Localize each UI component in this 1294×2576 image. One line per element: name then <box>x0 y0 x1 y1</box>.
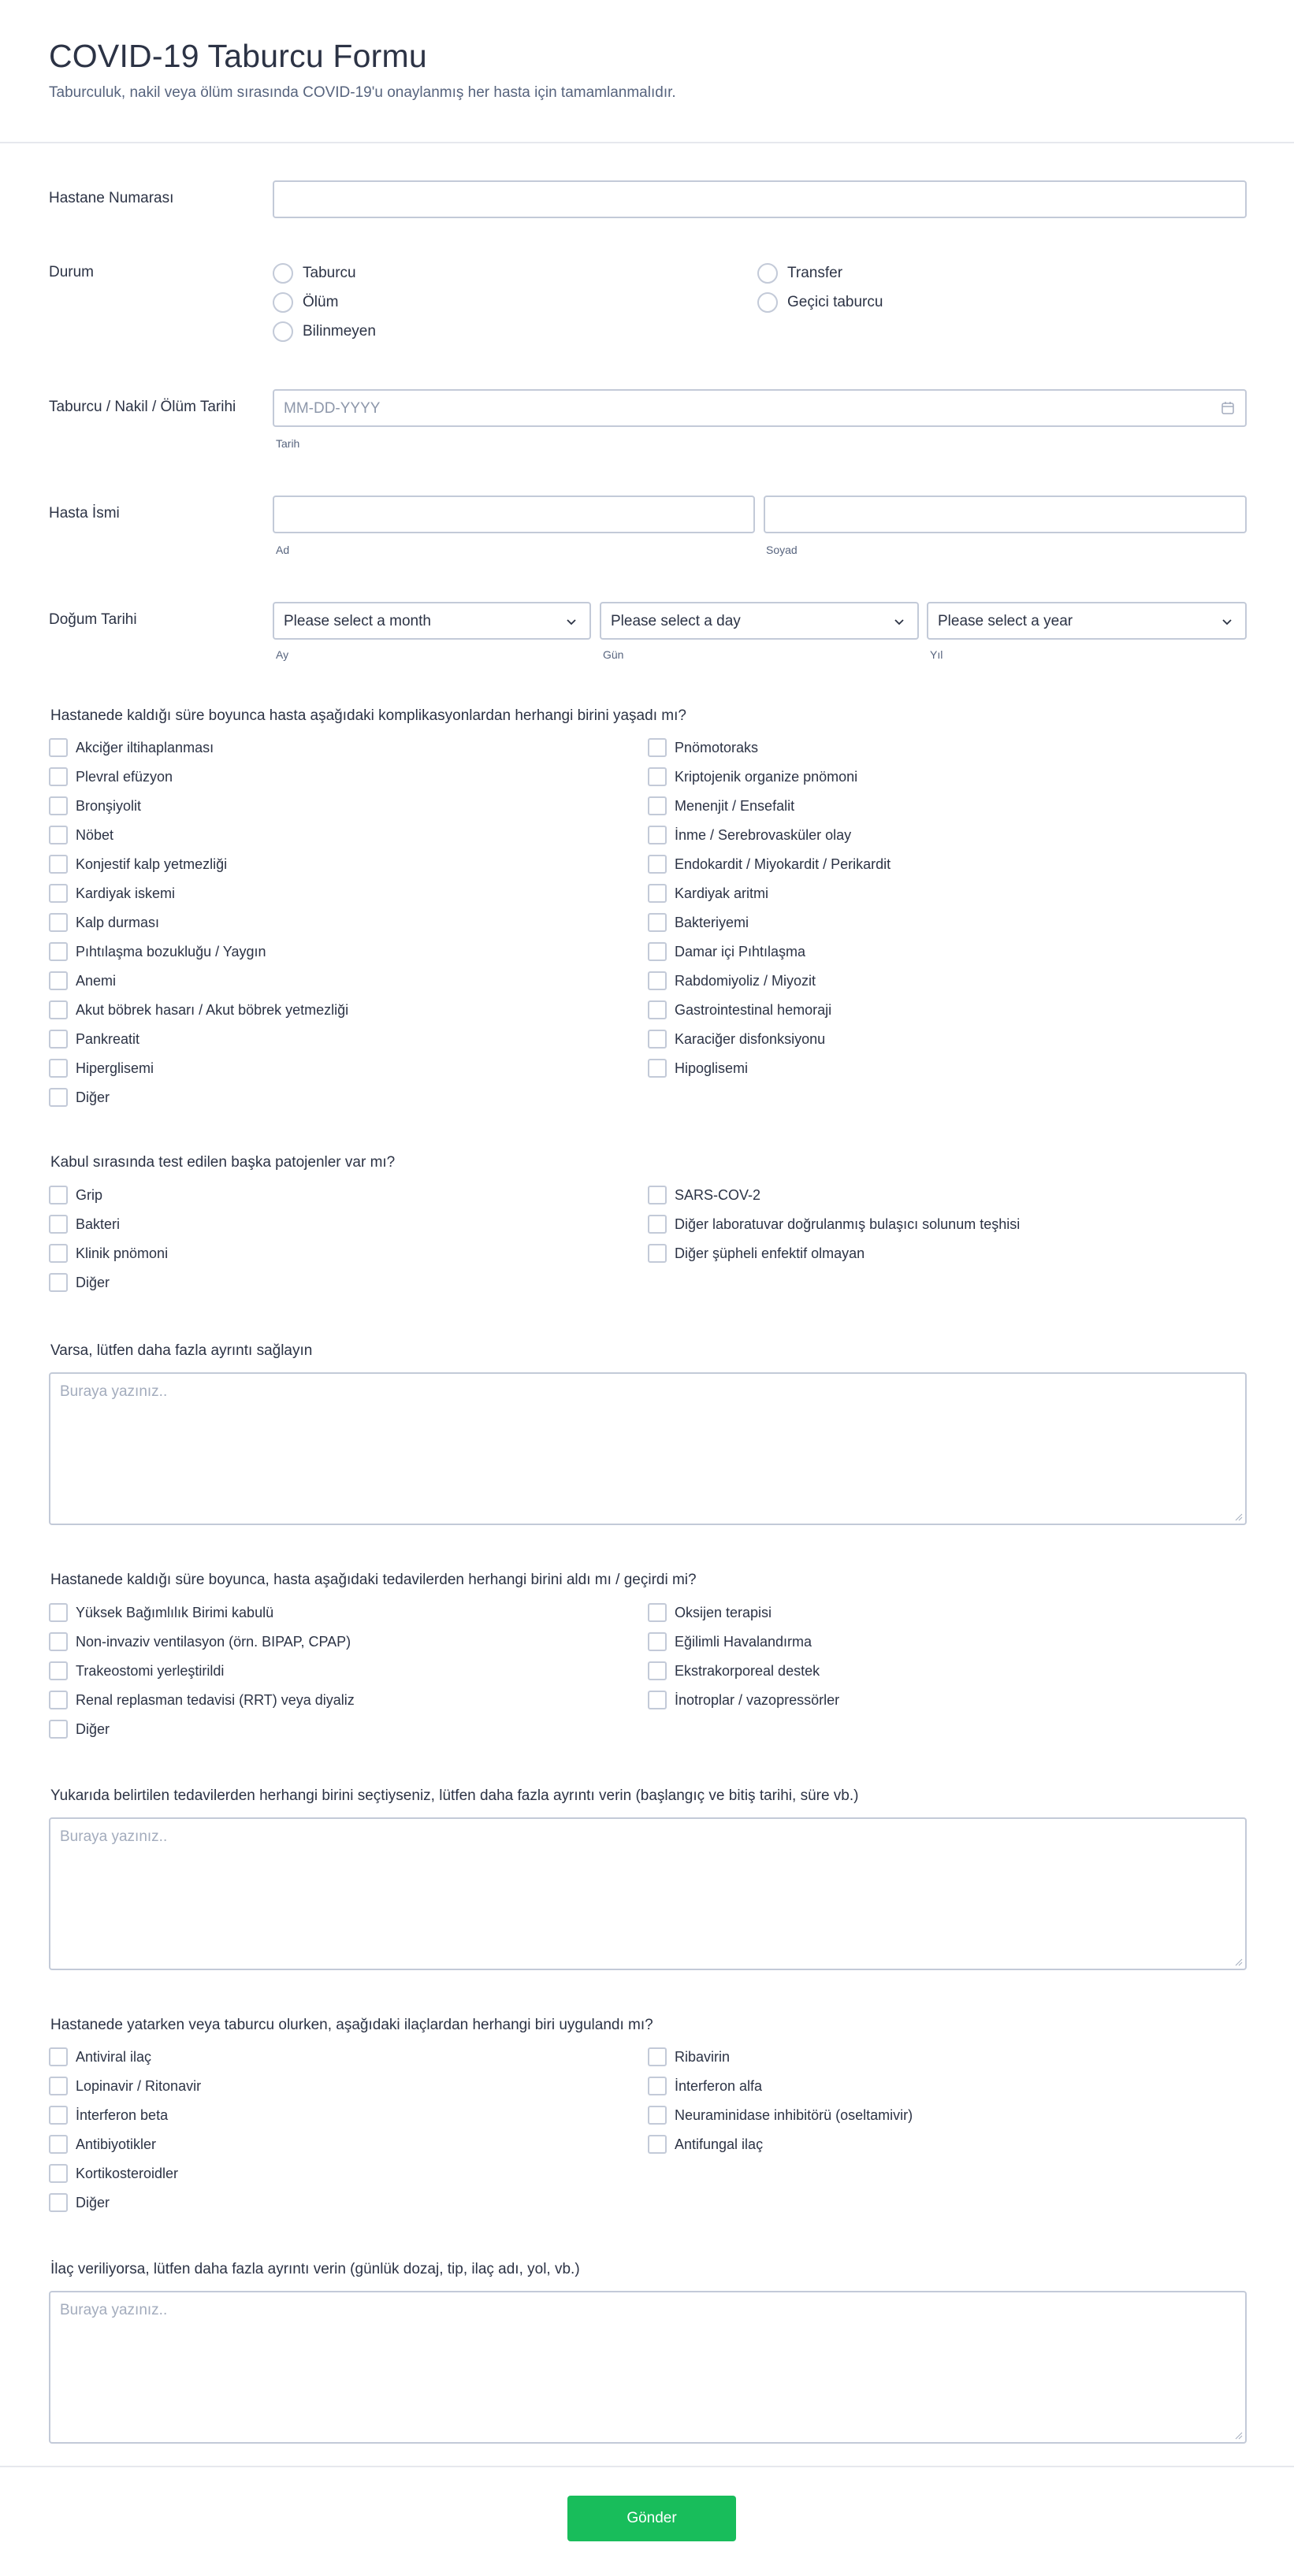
checkbox[interactable] <box>49 971 68 990</box>
date-placeholder: MM-DD-YYYY <box>284 400 381 417</box>
complications-option[interactable] <box>648 825 851 845</box>
checkbox-label: Neuraminidase inhibitörü (oseltamivir) <box>675 2106 913 2123</box>
complications-option[interactable] <box>49 1058 154 1078</box>
radio-label: Ölüm <box>303 294 339 310</box>
checkbox-label: Kardiyak iskemi <box>76 885 176 901</box>
checkbox-label: Kalp durması <box>76 914 160 930</box>
checkbox-label: Hiperglisemi <box>76 1060 154 1076</box>
checkbox[interactable] <box>49 1720 68 1739</box>
medications-option[interactable] <box>648 2105 913 2125</box>
checkbox-label: Lopinavir / Ritonavir <box>76 2077 202 2094</box>
form-header <box>0 0 1294 143</box>
checkbox-label: Klinik pnömoni <box>76 1245 169 1261</box>
checkbox[interactable] <box>648 971 667 990</box>
checkbox[interactable] <box>648 942 667 961</box>
complications-option[interactable] <box>648 1000 831 1020</box>
treatments-option[interactable] <box>49 1719 110 1739</box>
checkbox[interactable] <box>49 826 68 844</box>
complications-option[interactable] <box>49 1087 110 1108</box>
radio-button[interactable] <box>273 263 293 284</box>
checkbox[interactable] <box>49 2193 68 2212</box>
checkbox-label: Eğilimli Havalandırma <box>675 1633 812 1650</box>
checkbox-label: Yüksek Bağımlılık Birimi kabulü <box>76 1604 274 1620</box>
complications-option[interactable] <box>648 912 749 933</box>
checkbox-label: Diğer laboratuvar doğrulanmış bulaşıcı solunum teşhisi <box>675 1216 1021 1232</box>
checkbox[interactable] <box>49 855 68 874</box>
checkbox-label: Hipoglisemi <box>675 1060 749 1076</box>
medications-option[interactable] <box>648 2047 730 2067</box>
checkbox-label: Diğer şüpheli enfektif olmayan <box>675 1245 865 1261</box>
textarea-placeholder: Buraya yazınız.. <box>60 1383 168 1400</box>
checkbox-label: Bakteri <box>76 1216 121 1232</box>
checkbox[interactable] <box>648 884 667 903</box>
checkbox-label: Diğer <box>76 1720 110 1737</box>
checkbox[interactable] <box>49 913 68 932</box>
checkbox[interactable] <box>49 796 68 815</box>
submit-button[interactable]: Gönder <box>567 2496 736 2541</box>
complications-option[interactable] <box>49 854 227 874</box>
radio-button[interactable] <box>273 321 293 342</box>
radio-label: Taburcu <box>303 265 356 281</box>
status-option-discharge[interactable] <box>273 262 356 284</box>
checkbox[interactable] <box>49 884 68 903</box>
complications-option[interactable] <box>49 796 141 816</box>
checkbox[interactable] <box>49 1273 68 1292</box>
select-value: Please select a day <box>611 613 741 629</box>
checkbox[interactable] <box>648 1661 667 1680</box>
checkbox[interactable] <box>49 1000 68 1019</box>
checkbox-label: Pnömotoraks <box>675 739 759 755</box>
status-option-unknown[interactable] <box>273 321 376 343</box>
patient-name-label: Hasta İsmi <box>49 505 120 522</box>
checkbox-label: Anemi <box>76 972 117 989</box>
checkbox-label: Diğer <box>76 2194 110 2210</box>
checkbox-label: İnotroplar / vazopressörler <box>675 1691 840 1708</box>
treatments-option[interactable] <box>49 1690 355 1710</box>
checkbox-label: Diğer <box>76 1274 110 1290</box>
checkbox[interactable] <box>49 738 68 757</box>
checkbox[interactable] <box>49 942 68 961</box>
complications-option[interactable] <box>49 971 116 991</box>
checkbox-label: Ekstrakorporeal destek <box>675 1662 820 1679</box>
checkbox-label: Ribavirin <box>675 2048 731 2065</box>
treatments-option[interactable] <box>648 1631 812 1652</box>
medications-option[interactable] <box>49 2047 151 2067</box>
checkbox[interactable] <box>648 1603 667 1622</box>
checkbox-label: İnterferon alfa <box>675 2077 763 2094</box>
checkbox-label: İnterferon beta <box>76 2106 169 2123</box>
radio-button[interactable] <box>273 292 293 313</box>
complications-option[interactable] <box>648 1058 748 1078</box>
treatments-option[interactable] <box>49 1602 273 1623</box>
select-value: Please select a month <box>284 613 431 629</box>
checkbox-label: Non-invaziv ventilasyon (örn. BIPAP, CPAP) <box>76 1633 351 1650</box>
checkbox-label: Akut böbrek hasarı / Akut böbrek yetmezliği <box>76 1001 349 1018</box>
checkbox-label: Kriptojenik organize pnömoni <box>675 768 858 785</box>
form-subtitle: Taburculuk, nakil veya ölüm sırasında COVID-19'u onaylanmış her hasta için tamamlanmalıdır. <box>49 84 676 101</box>
footer-divider <box>0 2466 1294 2467</box>
last-name-input[interactable] <box>764 496 1247 533</box>
checkbox[interactable] <box>49 2106 68 2125</box>
radio-button[interactable] <box>757 263 778 284</box>
details-label: Varsa, lütfen daha fazla ayrıntı sağlayın <box>50 1342 313 1359</box>
checkbox-label: Pıhtılaşma bozukluğu / Yaygın <box>76 943 266 960</box>
radio-label: Geçici taburcu <box>787 294 883 310</box>
treatments-option[interactable] <box>648 1602 772 1623</box>
medications-option[interactable] <box>648 2076 762 2096</box>
checkbox[interactable] <box>49 1186 68 1204</box>
checkbox[interactable] <box>49 1244 68 1263</box>
checkbox-label: Trakeostomi yerleştirildi <box>76 1662 225 1679</box>
event-date-sublabel: Tarih <box>276 437 300 450</box>
pathogens-option[interactable] <box>648 1243 865 1264</box>
birth-day-sublabel: Gün <box>603 648 624 661</box>
event-date-label: Taburcu / Nakil / Ölüm Tarihi <box>49 399 236 415</box>
birth-date-label: Doğum Tarihi <box>49 611 137 628</box>
checkbox[interactable] <box>648 2077 667 2095</box>
checkbox[interactable] <box>648 767 667 786</box>
last-name-sublabel: Soyad <box>766 544 798 556</box>
checkbox[interactable] <box>648 2047 667 2066</box>
checkbox[interactable] <box>49 1059 68 1078</box>
treatments-option[interactable] <box>648 1690 839 1710</box>
checkbox[interactable] <box>49 1691 68 1709</box>
checkbox-label: Rabdomiyoliz / Miyozit <box>675 972 816 989</box>
first-name-input[interactable] <box>273 496 755 533</box>
checkbox[interactable] <box>49 1661 68 1680</box>
treatment-details-label: Yukarıda belirtilen tedavilerden herhangi birini seçtiyseniz, lütfen daha fazla ayrıntı verin (başlangıç ve bitiş tarihi, süre vb.) <box>50 1787 859 1804</box>
checkbox-label: SARS-COV-2 <box>675 1186 761 1203</box>
checkbox-label: Damar içi Pıhtılaşma <box>675 943 806 960</box>
checkbox-label: Grip <box>76 1186 103 1203</box>
treatments-option[interactable] <box>648 1661 820 1681</box>
checkbox[interactable] <box>648 1059 667 1078</box>
complications-question: Hastanede kaldığı süre boyunca hasta aşağıdaki komplikasyonlardan herhangi birini yaşadı mı? <box>50 707 686 724</box>
checkbox[interactable] <box>49 1215 68 1234</box>
checkbox[interactable] <box>49 2135 68 2154</box>
radio-label: Bilinmeyen <box>303 323 376 340</box>
birth-year-sublabel: Yıl <box>930 648 943 661</box>
complications-option[interactable] <box>49 825 113 845</box>
resize-grip-icon[interactable] <box>1233 1512 1243 1521</box>
treatments-option[interactable] <box>49 1661 224 1681</box>
checkbox-label: Renal replasman tedavisi (RRT) veya diyaliz <box>76 1691 355 1708</box>
treatment-details-textarea[interactable] <box>49 1817 1247 1970</box>
checkbox[interactable] <box>648 1000 667 1019</box>
textarea-placeholder: Buraya yazınız.. <box>60 1828 168 1845</box>
medications-option[interactable] <box>49 2105 168 2125</box>
resize-grip-icon[interactable] <box>1233 1957 1243 1966</box>
medications-option[interactable] <box>648 2134 763 2155</box>
details-textarea[interactable] <box>49 1372 1247 1525</box>
calendar-icon[interactable] <box>1220 400 1236 416</box>
complications-option[interactable] <box>49 766 173 787</box>
pathogens-option[interactable] <box>49 1272 110 1293</box>
checkbox[interactable] <box>648 913 667 932</box>
checkbox[interactable] <box>648 855 667 874</box>
checkbox[interactable] <box>648 1244 667 1263</box>
hospital-number-label: Hastane Numarası <box>49 190 174 206</box>
complications-option[interactable] <box>648 883 768 904</box>
checkbox[interactable] <box>648 2135 667 2154</box>
complications-option[interactable] <box>648 854 891 874</box>
pathogens-option[interactable] <box>49 1214 120 1234</box>
first-name-sublabel: Ad <box>276 544 290 556</box>
checkbox-label: Menenjit / Ensefalit <box>675 797 795 814</box>
chevron-down-icon <box>1220 614 1234 629</box>
birth-day-select[interactable] <box>600 602 919 640</box>
checkbox-label: Antifungal ilaç <box>675 2136 764 2152</box>
checkbox-label: Bronşiyolit <box>76 797 142 814</box>
hospital-number-input[interactable] <box>273 180 1247 218</box>
textarea-placeholder: Buraya yazınız.. <box>60 2302 168 2318</box>
checkbox-label: Antiviral ilaç <box>76 2048 152 2065</box>
checkbox[interactable] <box>648 1215 667 1234</box>
resize-grip-icon[interactable] <box>1233 2430 1243 2440</box>
complications-option[interactable] <box>648 796 794 816</box>
checkbox-label: Konjestif kalp yetmezliği <box>76 856 228 872</box>
status-option-transfer[interactable] <box>757 262 842 284</box>
checkbox-label: Akciğer iltihaplanması <box>76 739 214 755</box>
checkbox-label: İnme / Serebrovasküler olay <box>675 826 852 843</box>
checkbox[interactable] <box>49 767 68 786</box>
checkbox[interactable] <box>49 1030 68 1049</box>
chevron-down-icon <box>892 614 906 629</box>
checkbox-label: Oksijen terapisi <box>675 1604 772 1620</box>
checkbox[interactable] <box>648 2106 667 2125</box>
checkbox-label: Endokardit / Miyokardit / Perikardit <box>675 856 891 872</box>
medications-question: Hastanede yatarken veya taburcu olurken, aşağıdaki ilaçlardan herhangi biri uygulandı mı? <box>50 2017 653 2033</box>
pathogens-question: Kabul sırasında test edilen başka patojenler var mı? <box>50 1154 396 1171</box>
pathogens-option[interactable] <box>648 1185 760 1205</box>
checkbox[interactable] <box>648 1632 667 1651</box>
complications-option[interactable] <box>648 971 816 991</box>
medication-details-textarea[interactable] <box>49 2291 1247 2444</box>
checkbox[interactable] <box>49 2164 68 2183</box>
checkbox[interactable] <box>49 1632 68 1651</box>
complications-option[interactable] <box>49 941 266 962</box>
chevron-down-icon <box>564 614 578 629</box>
pathogens-option[interactable] <box>648 1214 1020 1234</box>
select-value: Please select a year <box>938 613 1073 629</box>
radio-label: Transfer <box>787 265 843 281</box>
checkbox[interactable] <box>648 1691 667 1709</box>
checkbox-label: Kortikosteroidler <box>76 2165 179 2181</box>
checkbox[interactable] <box>648 1186 667 1204</box>
checkbox-label: Diğer <box>76 1089 110 1105</box>
checkbox[interactable] <box>648 826 667 844</box>
complications-option[interactable] <box>648 1029 825 1049</box>
complications-option[interactable] <box>648 737 758 758</box>
medications-option[interactable] <box>49 2076 201 2096</box>
complications-option[interactable] <box>49 912 159 933</box>
checkbox[interactable] <box>648 738 667 757</box>
checkbox[interactable] <box>648 796 667 815</box>
complications-option[interactable] <box>49 1000 348 1020</box>
checkbox[interactable] <box>49 1603 68 1622</box>
checkbox-label: Gastrointestinal hemoraji <box>675 1001 832 1018</box>
treatments-option[interactable] <box>49 1631 351 1652</box>
checkbox[interactable] <box>49 1088 68 1107</box>
birth-month-select[interactable] <box>273 602 591 640</box>
checkbox[interactable] <box>49 2047 68 2066</box>
checkbox-label: Nöbet <box>76 826 114 843</box>
status-option-death[interactable] <box>273 291 338 314</box>
status-label: Durum <box>49 264 95 280</box>
complications-option[interactable] <box>648 766 857 787</box>
complications-option[interactable] <box>648 941 805 962</box>
event-date-input[interactable] <box>273 389 1247 427</box>
complications-option[interactable] <box>49 737 214 758</box>
birth-year-select[interactable] <box>927 602 1247 640</box>
medications-option[interactable] <box>49 2134 156 2155</box>
checkbox[interactable] <box>648 1030 667 1049</box>
medications-option[interactable] <box>49 2192 110 2213</box>
checkbox-label: Pankreatit <box>76 1030 140 1047</box>
complications-option[interactable] <box>49 883 175 904</box>
checkbox-label: Plevral efüzyon <box>76 768 173 785</box>
checkbox[interactable] <box>49 2077 68 2095</box>
form-title: COVID-19 Taburcu Formu <box>49 38 427 74</box>
birth-month-sublabel: Ay <box>276 648 289 661</box>
radio-button[interactable] <box>757 292 778 313</box>
checkbox-label: Karaciğer disfonksiyonu <box>675 1030 826 1047</box>
checkbox-label: Bakteriyemi <box>675 914 749 930</box>
checkbox-label: Antibiyotikler <box>76 2136 157 2152</box>
pathogens-option[interactable] <box>49 1185 102 1205</box>
pathogens-option[interactable] <box>49 1243 168 1264</box>
treatments-question: Hastanede kaldığı süre boyunca, hasta aşağıdaki tedavilerden herhangi birini aldı mı / geçirdi mi? <box>50 1572 697 1588</box>
medication-details-label: İlaç veriliyorsa, lütfen daha fazla ayrıntı verin (günlük dozaj, tip, ilaç adı, yol, vb.) <box>50 2261 580 2277</box>
checkbox-label: Kardiyak aritmi <box>675 885 769 901</box>
status-option-temporary-discharge[interactable] <box>757 291 883 314</box>
medications-option[interactable] <box>49 2163 178 2184</box>
complications-option[interactable] <box>49 1029 139 1049</box>
